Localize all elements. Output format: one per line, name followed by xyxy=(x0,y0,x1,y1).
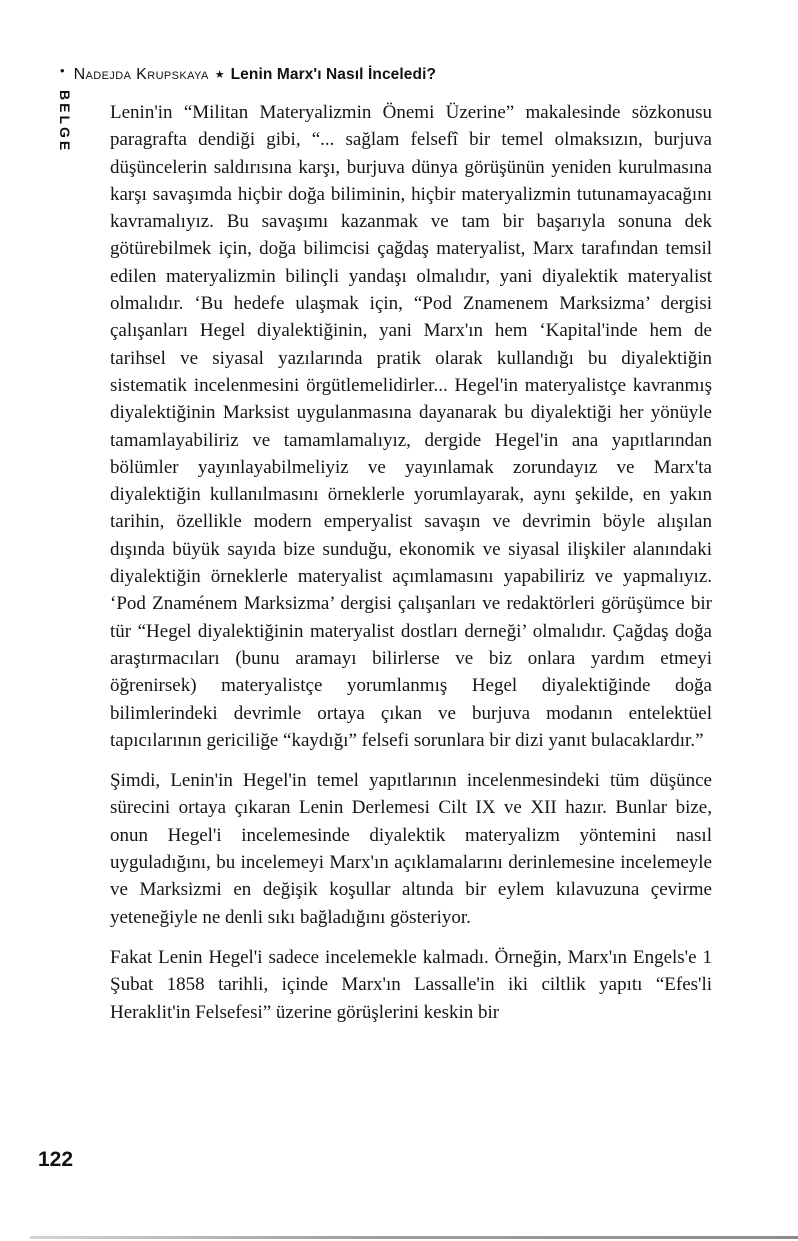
star-icon: ★ xyxy=(214,69,225,81)
body-text-block xyxy=(110,99,712,1039)
body-paragraph: Lenin'in “Militan Materyalizmin Önemi Üzerine” makalesinde sözkonusu paragrafta dendiği gibi, “... sağlam felsefî bir temel olmaksızın, burjuva düşüncelerin saldırısına karşı, burjuva dünya görüşünün yeniden kurulmasına karşı savaşımda hiçbir doğa biliminin, hiçbir materyalizmin tutunamayacağını kavramalıyız. Bu savaşımı kazanmak ve tam bir başarıyla sonuna dek götürebilmek için, doğa bilimcisi çağdaş materyalist, Marx tarafından temsil edilen materyalizmin bilinçli yandaşı olmalıdır, yani diyalektik materyalist olmalıdır. ‘Bu hedefe ulaşmak için, “Pod Znamenem Marksizma’ dergisi çalışanları Hegel diyalektiğinin, yani Marx'ın hem ‘Kapital'inde hem de tarihsel ve siyasal yazılarında pratik olarak kullandığı bu diyalektiğin sistematik incelenmesini örgütlemelidirler... Hegel'in materyalistçe kavranmış diyalektiğinin Marksist uygulanmasına dayanarak bu diyalektiği her yönüyle tamamlayabiliriz ve tamamlamalıyız, dergide Hegel'in ana yapıtlarından bölümler yayınlayabilmeliyiz ve yayınlamak zorundayız ve Marx'ta diyalektiğin kullanılmasını örneklerle yorumlayarak, aynı şekilde, en yakın tarihin, özellikle modern emperyalist savaşın ve devrimin böyle alışılan dışında büyük sayıda bize sunduğu, ekonomik ve siyasal ilişkiler alanındaki diyalektiğin örneklerle materyalist açımlamasını yapabiliriz ve yapmalıyız. ‘Pod Znaménem Marksizma’ dergisi çalışanları ve redaktörleri görüşümce bir tür “Hegel diyalektiğinin materyalist dostları derneği’ olmalıdır. Çağdaş doğa araştırmacıları (bunu aramayı bilirlerse ve biz onlara yardım etmeyi öğrenirsek) materyalistçe yorumlanmış Hegel diyalektiğinde doğa bilimlerindeki devrimle ortaya çıkan ve burjuva modanın entelektüel tapıcılarının gericiliğe “kaydığı” felsefi sorunlara bir dizi yanıt bulacaklardır.” xyxy=(110,102,712,751)
running-head-title: Lenin Marx'ı Nasıl İnceledi? xyxy=(230,66,437,83)
body-paragraph: Fakat Lenin Hegel'i sadece incelemekle kalmadı. Örneğin, Marx'ın Engels'e 1 Şubat 1858 tarihli, içinde Marx'ın Lassalle'in iki ciltlik yapıtı “Efes'li Heraklit'in Felsefesi” üzerine görüşlerini keskin bir xyxy=(110,946,712,1023)
scan-edge-artifact xyxy=(30,1236,798,1239)
running-head xyxy=(60,63,720,84)
margin-label-belge: BELGE xyxy=(57,90,73,154)
body-paragraph: Şimdi, Lenin'in Hegel'in temel yapıtlarının incelenmesindeki tüm düşünce sürecini ortaya çıkaran Lenin Derlemesi Cilt IX ve XII hazır. Bunlar bize, onun Hegel'i incelemesinde diyalektik materyalizm yöntemini nasıl uyguladığını, bu incelemeyi Marx'ın açıklamalarını derinlemesine incelemeyle ve Marksizmi en değişik koşullar altında bir eylem kılavuzuna çevirme yeteneğiyle ne denli sıkı bağladığını gösteriyor. xyxy=(110,770,712,928)
running-head-author: Nadejda Krupskaya xyxy=(73,66,209,83)
page-number: 122 xyxy=(38,1148,74,1171)
bullet-icon: • xyxy=(60,63,65,78)
